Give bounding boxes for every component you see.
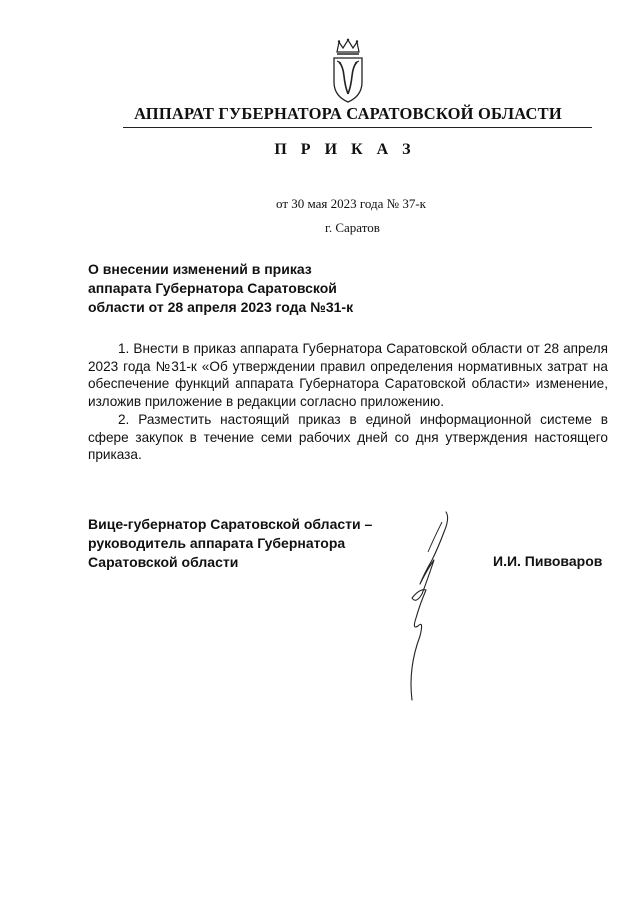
document-city: г. Саратов	[325, 220, 380, 235]
signer-name: И.И. Пивоваров	[493, 553, 603, 569]
body-paragraph-2: 2. Разместить настоящий приказ в единой информационной системе в сфере закупок в течение семи рабочих дней со дня утверждения настоящего приказа.	[88, 411, 608, 463]
position-line: Саратовской области	[88, 554, 239, 570]
document-date-number: от 30 мая 2023 года № 37-к	[276, 196, 426, 211]
subject-line: О внесении изменений в приказ	[88, 261, 312, 277]
subject-line: области от 28 апреля 2023 года №31-к	[88, 299, 354, 315]
header-divider	[123, 127, 592, 128]
organization-title: АППАРАТ ГУБЕРНАТОРА САРАТОВСКОЙ ОБЛАСТИ	[134, 104, 562, 123]
document-type: П Р И К А З	[274, 141, 416, 158]
document-subject	[88, 260, 353, 317]
coat-of-arms-icon	[328, 38, 368, 104]
handwritten-signature-icon	[398, 508, 458, 703]
body-paragraph-1: 1. Внести в приказ аппарата Губернатора Саратовской области от 28 апреля 2023 года №31-к «Об утверждении правил определения нормативных затрат на обеспечение функций аппарата Губернатора Саратовской области» изменение, изложив приложение в редакции согласно приложению.	[88, 341, 608, 410]
position-line: Вице-губернатор Саратовской области –	[88, 516, 373, 532]
signatory-position	[88, 515, 372, 572]
document-body	[88, 340, 608, 464]
position-line: руководитель аппарата Губернатора	[88, 535, 346, 551]
subject-line: аппарата Губернатора Саратовской	[88, 280, 337, 296]
